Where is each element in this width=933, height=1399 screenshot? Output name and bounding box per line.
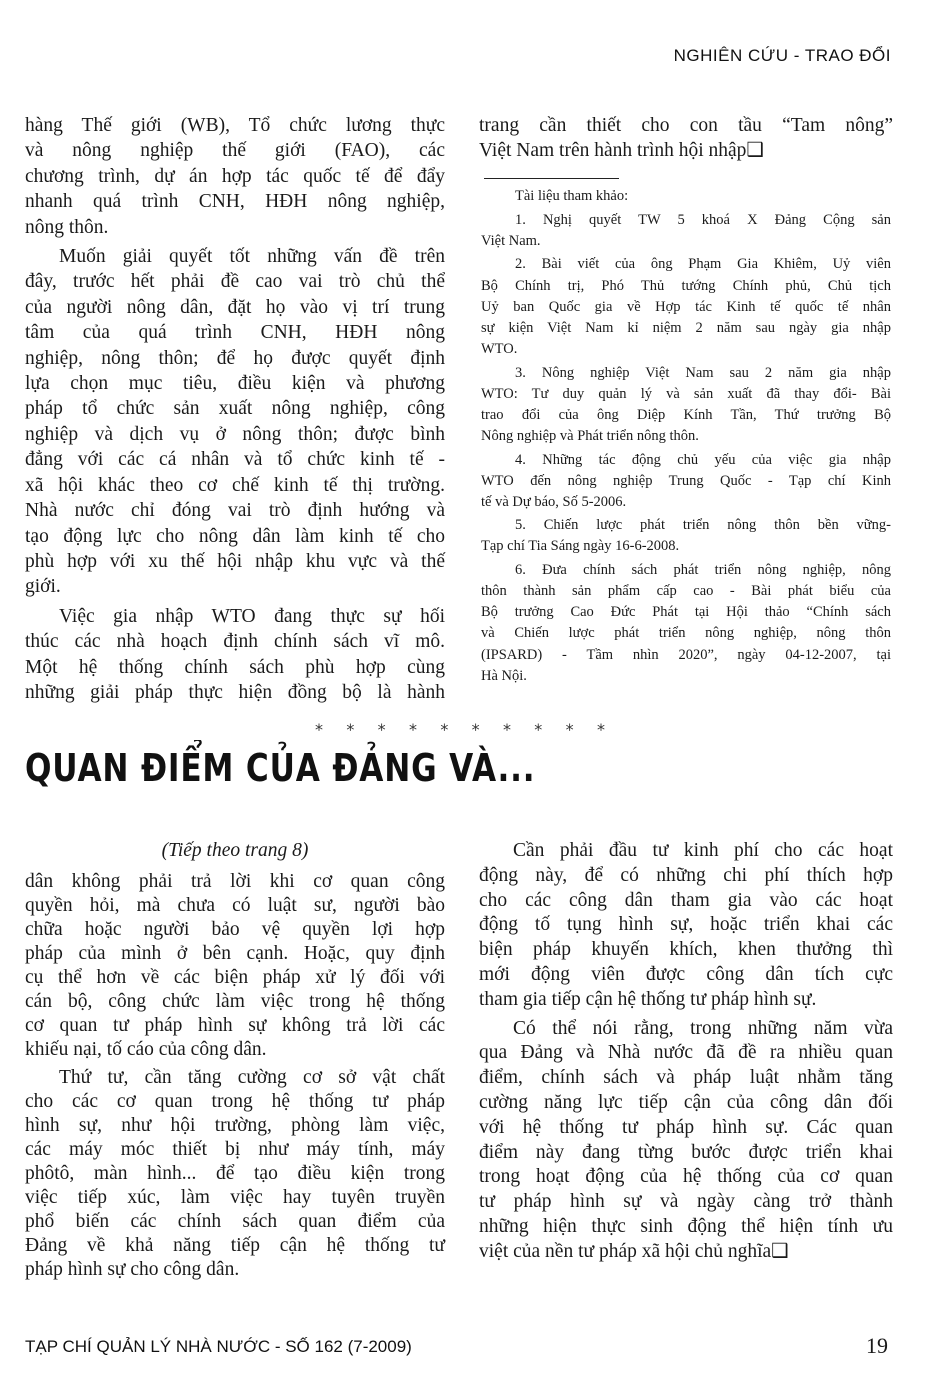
text-line: 6. Đưa chính sách phát triển nông nghiệp, nông: [515, 562, 891, 579]
text-line: động này, để có những chi phí thích hợp: [479, 864, 893, 886]
text-line: 2. Bài viết của ông Phạm Gia Khiêm, Uỷ viên: [515, 256, 891, 273]
text-line: pháp của mình ở bên cạnh. Hoặc, quy định: [25, 943, 445, 964]
paragraph: [479, 113, 893, 164]
article-title: QUAN ĐIỂM CỦA ĐẢNG VÀ...: [25, 746, 536, 790]
text-line: phổ biến các chính sách quan điểm của: [25, 1211, 445, 1232]
top-right-column: [479, 113, 893, 164]
top-left-column: [25, 113, 445, 705]
text-line: chương trình, dự án hợp tác quốc tế để đẩy: [25, 165, 445, 187]
text-line: Muốn giải quyết tốt những vấn đề trên: [59, 246, 445, 268]
text-line: những hiện thực sinh động thể hiện tính ưu: [479, 1215, 893, 1237]
separator-star: *: [408, 720, 417, 739]
text-line: hàng Thế giới (WB), Tổ chức lương thực: [25, 115, 445, 136]
text-line: đẳng với các cá nhân và tổ chức kinh tế -: [25, 449, 445, 471]
text-line: trao đổi của ông Diệp Kính Tần, Thứ trưởng Bộ: [481, 406, 891, 423]
text-line: động tố tụng hình sự, hoặc triển khai các: [479, 914, 893, 936]
separator-star: *: [502, 720, 511, 739]
paragraph: [481, 450, 891, 513]
text-line: pháp tổ chức sản xuất nông nghiệp, công: [25, 398, 445, 420]
text-line: WTO: Tư duy quản lý và sản xuất đã thay đổi- Bài: [481, 385, 891, 402]
paragraph: [481, 560, 891, 687]
text-line: Bộ trưởng Cao Đức Phát tại Hội thảo “Chính sách: [481, 604, 891, 621]
text-line: qua Đảng và Nhà nước đã đề ra nhiều quan: [479, 1042, 893, 1064]
text-line: và nông nghiệp thế giới (FAO), các: [25, 140, 445, 162]
separator-star: *: [534, 720, 543, 739]
text-line: tạo động lực cho nông dân làm kinh tế cho: [25, 525, 445, 547]
bottom-right-column: [479, 839, 893, 1265]
text-line: tư pháp hình sự và ngày càng trở thành: [479, 1191, 893, 1213]
text-line: Một hệ thống chính sách phù hợp cùng: [25, 656, 445, 678]
paragraph: [481, 186, 891, 207]
text-line: WTO.: [481, 340, 518, 357]
text-line: giới.: [25, 576, 61, 598]
text-line: 4. Những tác động chủ yếu của việc gia nhập: [515, 451, 891, 468]
paragraph: [481, 363, 891, 447]
paragraph: [481, 210, 891, 252]
bottom-left-column: [25, 870, 445, 1282]
text-line: phù hợp với xu thế hội nhập khu vực và thế: [25, 550, 445, 572]
continued-note: [25, 840, 445, 862]
text-line: cơ quan tư pháp hình sự không trả lời các: [25, 1015, 445, 1036]
separator-star: *: [440, 720, 449, 739]
paragraph: [479, 839, 893, 1013]
text-line: Cần phải đầu tư kinh phí cho các hoạt: [513, 840, 893, 861]
text-line: cho các công dân tham gia vào các hoạt: [479, 889, 893, 911]
text-line: tế và Dự báo, Số 5-2006.: [481, 493, 627, 510]
text-line: Có thể nói rằng, trong những năm vừa: [513, 1017, 893, 1039]
text-line: những giải pháp thực hiện đồng bộ là hành: [25, 681, 445, 703]
text-line: điểm này đang từng bước được triển khai: [479, 1141, 893, 1163]
text-line: Việt Nam.: [481, 232, 541, 249]
text-line: phôtô, màn hình... để tạo điều kiện trong: [25, 1163, 445, 1184]
text-line: Tạp chí Tia Sáng ngày 16-6-2008.: [481, 538, 680, 555]
text-line: cường năng lực tiếp cận của công dân đối: [479, 1091, 893, 1113]
text-line: mới động viên được công dân tích cực: [479, 963, 893, 985]
text-line: thúc các nhà hoạch định chính sách vĩ mô.: [25, 631, 445, 653]
separator-star: *: [315, 720, 323, 739]
text-line: Bộ Chính trị, Phó Thủ tướng Chính phủ, Chủ tịch: [481, 277, 891, 294]
paragraph: [25, 870, 445, 1062]
paragraph: [481, 515, 891, 557]
text-line: 3. Nông nghiệp Việt Nam sau 2 năm gia nhập: [515, 364, 891, 381]
separator-star: *: [565, 720, 574, 739]
separator-star: *: [596, 720, 605, 739]
text-line: xã hội khác theo cơ chế kinh tế thị trường.: [25, 474, 445, 496]
text-line: việc tiếp xúc, làm việc hay tuyên truyền: [25, 1187, 445, 1208]
text-line: của người nông dân, đặt họ vào vị trí trung: [25, 296, 445, 318]
text-line: cụ thể hơn về các biện pháp xử lý đối với: [25, 967, 445, 988]
paragraph: [25, 113, 445, 240]
text-line: 1. Nghị quyết TW 5 khoá X Đảng Cộng sản: [515, 211, 891, 228]
text-line: nhanh quá trình CNH, HĐH nông nghiệp,: [25, 191, 445, 213]
text-line: Việc gia nhập WTO đang thực sự hối: [59, 605, 445, 627]
section-header: NGHIÊN CỨU - TRAO ĐỔI: [673, 46, 891, 65]
text-line: biện pháp khuyến khích, khen thưởng thì: [479, 939, 893, 961]
text-line: Nhà nước chỉ đóng vai trò định hướng và: [25, 500, 445, 522]
paragraph: [25, 1066, 445, 1282]
references-list: [481, 186, 891, 687]
text-line: hình sự, như hội trường, phòng làm việc,: [25, 1115, 445, 1136]
text-line: tham gia tiếp cận hệ thống tư pháp hình sự.: [479, 988, 817, 1010]
text-line: điểm, chính sách và pháp luật nhằm tăng: [479, 1067, 893, 1089]
separator-star: *: [377, 720, 386, 739]
text-line: Hà Nội.: [481, 667, 527, 684]
text-line: lựa chọn mục tiêu, điều kiện và phương: [25, 373, 445, 395]
text-line: cán bộ, công chức làm việc trong hệ thống: [25, 991, 445, 1012]
text-line: nghiệp, nông thôn; để họ được quyết định: [25, 347, 445, 369]
paragraph: [479, 1017, 893, 1265]
paragraph: [481, 254, 891, 359]
journal-footer: TẠP CHÍ QUẢN LÝ NHÀ NƯỚC - SỐ 162 (7-2009): [25, 1337, 412, 1356]
text-line: sự kiện Việt Nam kỉ niệm 2 năm sau ngày gia nhập: [481, 319, 891, 336]
text-line: việt của nền tư pháp xã hội chủ nghĩa❑: [479, 1240, 789, 1262]
footnote-divider: [484, 178, 619, 179]
text-line: Tài liệu tham khảo:: [515, 188, 629, 204]
text-line: tâm của quá trình CNH, HĐH nông: [25, 322, 445, 344]
text-line: pháp hình sự cho công dân.: [25, 1259, 240, 1280]
text-line: 5. Chiến lược phát triển nông thôn bền vững-: [515, 517, 891, 534]
page-number: 19: [866, 1333, 888, 1358]
text-line: (IPSARD) - Tầm nhìn 2020”, ngày 04-12-2007, tại: [481, 646, 891, 663]
text-line: Uỷ ban Quốc gia về Hợp tác Kinh tế quốc tế nhân: [481, 298, 891, 315]
text-line: Việt Nam trên hành trình hội nhập❑: [479, 140, 764, 162]
text-line: Nông nghiệp và Phát triển nông thôn.: [481, 427, 699, 444]
text-line: các máy móc thiết bị như máy tính, máy: [25, 1139, 445, 1160]
paragraph: [25, 604, 445, 706]
text-line: Thứ tư, cần tăng cường cơ sở vật chất: [59, 1067, 445, 1088]
text-line: dân không phải trả lời khi cơ quan công: [25, 871, 445, 892]
text-line: nghiệp và dịch vụ ở nông thôn; được bình: [25, 423, 445, 445]
continued-from-label: (Tiếp theo trang 8): [161, 840, 309, 861]
paragraph: [25, 244, 445, 600]
section-separator-stars: [315, 720, 605, 739]
text-line: thôn thành sản phẩm cấp cao - Bài phát biểu của: [481, 583, 891, 600]
separator-star: *: [346, 720, 355, 739]
text-line: nông thôn.: [25, 216, 109, 238]
text-line: trong hoạt động của hệ thống của cơ quan: [479, 1166, 893, 1188]
text-line: WTO đến nông nghiệp Trung Quốc - Tạp chí Kinh: [481, 472, 891, 489]
text-line: với hệ thống tư pháp hình sự. Các quan: [479, 1116, 893, 1138]
text-line: quyền hỏi, mà chưa có luật sư, người bào: [25, 895, 445, 916]
separator-star: *: [471, 720, 480, 739]
text-line: và Chiến lược phát triển nông nghiệp, nông thôn: [481, 625, 891, 642]
text-line: trang cần thiết cho con tầu “Tam nông”: [479, 115, 893, 136]
text-line: cho các cơ quan trong hệ thống tư pháp: [25, 1091, 445, 1112]
text-line: chữa hoặc người bảo vệ quyền lợi hợp: [25, 919, 445, 940]
text-line: Đảng về khả năng tiếp cận hệ thống tư: [25, 1235, 445, 1256]
text-line: khiếu nại, tố cáo của công dân.: [25, 1039, 267, 1060]
text-line: đây, trước hết phải đề cao vai trò chủ thể: [25, 271, 445, 293]
